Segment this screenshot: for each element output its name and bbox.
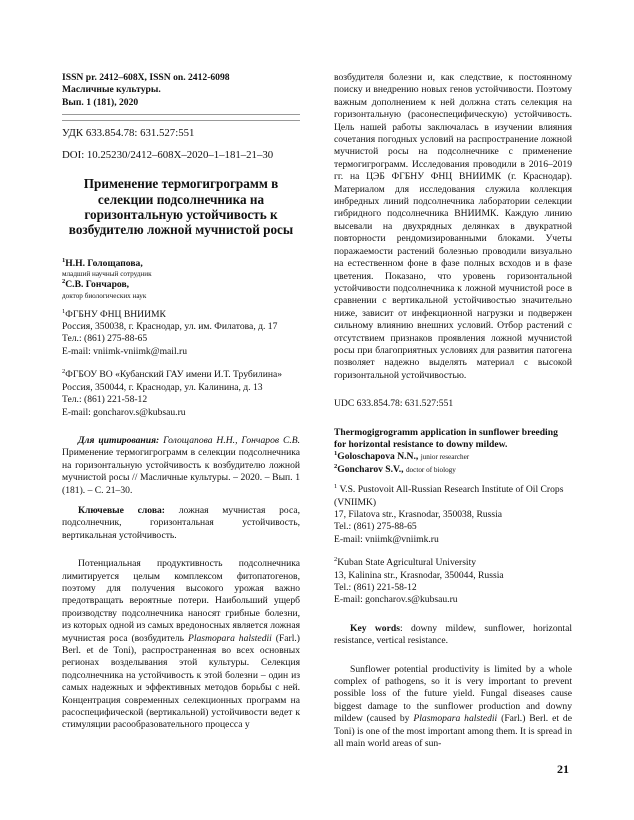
udc-ru: УДК 633.854.78: 631.527:551	[62, 127, 195, 140]
author2-en: $^2$Goncharov S.V., doctor of biology	[334, 462, 456, 475]
divider-top	[62, 114, 300, 115]
doi: DOI: 10.25230/2412–608Х–2020–1–181–21–30	[62, 149, 274, 162]
article-title-en: Thermogigrogramm application in sunflower breeding for horizontal resistance to downy mildew.	[334, 426, 558, 450]
abstract-ru-part1: Потенциальная продуктивность подсолнечника лимитируется целым комплексом фитопатогенов, поэтому для получения высокого урожая важно предотвращать вероятные потери. Наибольший ущерб производству подсолнечника наносят грибные болезни, из которых одной из самых вредоносных является ложная мучнистая роса (возбудитель Plasmopara halstedii (Farl.) Berl. et de Toni), распространенная во всех основных регионах возделывания этой культуры. Селекция подсолнечника на устойчивость к этой болезни – один из самых надежных и эффективных методов борьбы с ней. Концентрация современных селекционных программ на расоспецифической (вертикальной) устойчивости ведет к стимуляции расообразовательного процесса у	[62, 558, 300, 731]
author1-role-ru: младший научный сотрудник	[62, 270, 152, 279]
affiliation2-en: $^2$Kuban State Agricultural University 13, Kalinina str., Krasnodar, 350044, Russia Tel.: (861) 221-58-12 E-mail: goncharov.s@kubsau.ru	[334, 556, 504, 606]
affiliation1-ru: $^1$ФГБНУ ФНЦ ВНИИМК Россия, 350038, г. Краснодар, ул. им. Филатова, д. 17 Тел.: (861) 275-88-65 E-mail: vniimk-vniimk@mail.ru	[62, 307, 278, 357]
citation: Для цитирования: Голощапова Н.Н., Гончаров С.В. Применение термогигрограмм в селекции подсолнечника на горизонтальную устойчивость к возбудителю ложной мучнистой росы // Масличные культуры. – 2020. – Вып. 1 (181). – С. 21–30.	[62, 434, 301, 496]
divider-bottom	[62, 120, 300, 121]
journal-name: Масличные культуры.	[62, 84, 161, 96]
keywords-ru: Ключевые слова: ложная мучнистая роса, подсолнечник, горизонтальная устойчивость, вертикальная устойчивость.	[62, 504, 300, 541]
page-number: 21	[557, 762, 569, 776]
author2-role-ru: доктор биологических наук	[62, 291, 147, 300]
author1-ru: $^1$Н.Н. Голощапова,	[62, 256, 143, 269]
affiliation1-en: $^1$ V.S. Pustovoit All-Russian Research Institute of Oil Crops (VNIIMK) 17, Filatova str., Krasnodar, 350038, Russia Tel.: (861) 275-88-65 E-mail: vniimk@vniimk.ru	[334, 483, 564, 545]
issn-line: ISSN pr. 2412–608X, ISSN on. 2412-6098	[62, 72, 230, 83]
abstract-en: Sunflower potential productivity is limited by a whole complex of pathogens, so it is very important to prevent possible loss of the future yield. Fungal diseases cause biggest damage to the sunflower production and downy mildew (caused by Plasmopara halstedii (Farl.) Berl. et de Toni) is one of the most important among them. It is spread in all main world areas of sun-	[334, 663, 572, 750]
affiliation2-ru: $^2$ФГБОУ ВО «Кубанский ГАУ имени И.Т. Трубилина» Россия, 350044, г. Краснодар, ул. Калинина, д. 13 Тел.: (861) 221-58-12 E-mail: goncharov.s@kubsau.ru	[62, 368, 283, 418]
article-title-ru: Применение термогигрограмм в селекции подсолнечника на горизонтальную устойчивость к возбудителю ложной мучнистой росы	[68, 176, 294, 238]
abstract-ru-part2: возбудителя болезни и, как следствие, к постоянному поиску и внедрению новых генов устойчивости. Поэтому важным дополнением к ней должна стать селекция на горизонтальную (расонеспецифическую) устойчивость. Цель нашей работы заключалась в изучении влияния сочетания погодных условий на распространение ложной мучнистой росы на подсолнечнике с применение термогигрограмм. Исследования проводили в 2016–2019 гг. на ЦЭБ ФГБНУ ФНЦ ВНИИМК (г. Краснодар). Материалом для исследования служила коллекция инбредных линий подсолнечника лаборатории селекции гибридного подсолнечника ВНИИМК. Каждую линию высевали на двухрядных делянках в двукратной повторности рендомизированными блоками. Учеты поражаемости растений болезнью проводили визуально на естественном фоне в фазе полных всходов и в фазе цветения. Показано, что уровень горизонтальной устойчивости подсолнечника к ложной мучнистой росе в сравнении с вертикальной устойчивостью значительно ниже, зависит от инфекционной нагрузки и подвержен сильному влиянию внешних условий. Отбор растений с отсутствием признаков проявления ложной мучнистой росы при благоприятных условиях для развития патогена позволяет надежно выделять материал с высокой горизонтальной устойчивостью.	[334, 72, 572, 381]
author1-en: $^1$Goloschapova N.N., junior researcher	[334, 450, 470, 463]
author2-ru: $^2$С.В. Гончаров,	[62, 278, 130, 291]
left-column	[62, 72, 300, 732]
keywords-en: Key words: downy mildew, sunflower, horizontal resistance, vertical resistance.	[334, 622, 573, 647]
issue-line: Вып. 1 (181), 2020	[62, 96, 139, 108]
udc-en: UDC 633.854.78: 631.527:551	[334, 398, 454, 410]
right-column	[334, 72, 572, 751]
